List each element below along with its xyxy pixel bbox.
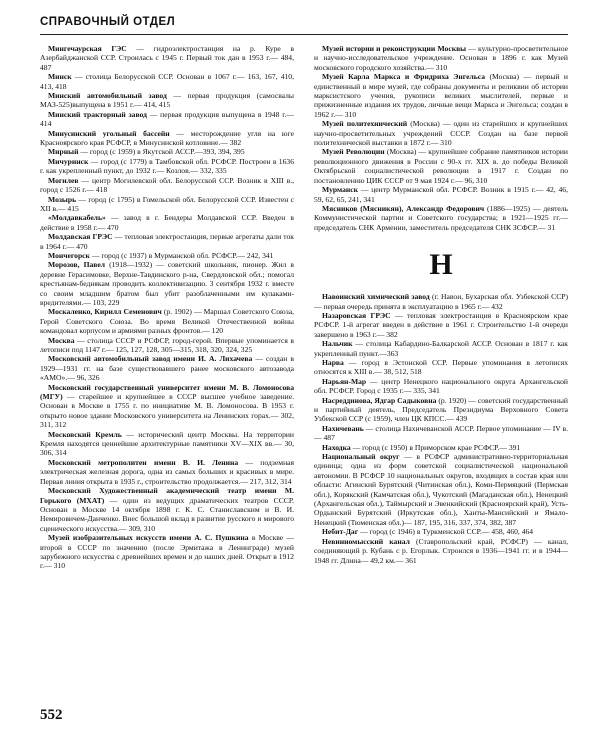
entry-term: Нахичевань <box>322 423 364 433</box>
entry-text: — создан в 1929—1931 гг. на базе существовавшего ранее московского автозавода «АМО».— 96, 326 <box>40 354 295 383</box>
entry-text: — старейшее и крупнейшее в СССР высшее учебное заведение. Основан в Москве в 1755 г. по инициативе М. В. Ломоносова. В 1953 г. открыто новое здание Московского университета на Ленинских горах.— 302, 311, 312 <box>40 392 294 430</box>
index-entry <box>314 119 568 147</box>
entry-term: Мозырь <box>48 194 77 204</box>
index-entry <box>40 213 294 232</box>
index-entry <box>40 91 294 110</box>
index-entry <box>40 147 294 156</box>
entry-term: Музей истории и реконструкции Москвы <box>322 44 467 53</box>
entry-text: — завод в г. Бендеры Молдавской ССР. Введен в действие в 1958 г.— 470 <box>40 213 294 232</box>
entry-text: — тепловая электростанция в Красноярском крае РСФСР. 1-й агрегат введен в действие в 1961 г. Строительство 1-й очереди завершено в 1963 г.— 382 <box>314 310 568 339</box>
entry-term: Минусинский угольный бассейн <box>48 128 170 138</box>
index-entry <box>40 486 294 533</box>
entry-term: Назаровская ГРЭС <box>322 310 391 320</box>
entry-term: Московский Кремль <box>48 429 122 439</box>
entry-text: — в РСФСР административно-территориальная единица; одна из форм советской социалистической национальной автономии. В РСФСР 10 национальных округов, входящих в состав края или области: Агинский Бурятский (Читинская обл.), Коми-Пермяцкий (Пермская обл.), Корякский (Камчатская обл.), Чукотский (Магаданская обл.), Ненецкий (Архангельская обл.), Таймырский и Эвенкийский (Красноярский край), Усть-Ордынский Бурятский (Иркутская обл.), Ханты-Мансийский и Ямало-Ненецкий (Тюменская обл.)— 187, 195, 316, 337, 374, 382, 387 <box>314 452 569 527</box>
index-entry <box>314 147 568 185</box>
entry-term: Минский тракторный завод <box>48 109 147 119</box>
entry-text: (Москва) — крупнейшее собрание памятников истории революционного движения в России с 90-х гг. XIX в. до победы Великой Октябрьской социалистической революции в 1917 г. Создан по постановлению ЦИК СССР от 9 мая 1924 г.— 96, 310 <box>314 147 569 185</box>
entry-text: — исторический центр Москвы. На территории Кремля находятся ценнейшие архитектурные памятники XV—XIX вв.— 30, 306, 314 <box>40 429 294 458</box>
index-entry <box>314 44 568 72</box>
entry-text: — город (с 1946) в Туркменской ССР.— 458, 460, 464 <box>358 527 534 537</box>
index-entry <box>314 292 568 311</box>
index-entry <box>314 185 568 204</box>
entry-term: Московский автомобильный завод имени И. А. Лихачева <box>48 354 253 364</box>
entry-term: Мясников (Мясникян), Александр Федорович <box>322 203 485 213</box>
entry-text: (р. 1902) — Маршал Советского Союза, Герой Советского Союза. Во время Великой Отечественной войны командовал корпусом и армиями разных фронтов.— 120 <box>40 307 294 336</box>
entry-text: — столица Нахичеванской АССР. Первое упоминание — IV в.— 487 <box>314 423 568 443</box>
entry-term: Музей изобразительных искусств имени А. С. Пушкина <box>48 533 249 543</box>
index-entry <box>40 354 294 382</box>
index-entry <box>314 424 568 443</box>
index-entry <box>314 204 568 232</box>
entry-text: — столица Белорусской ССР. Основан в 1067 г.— 163, 167, 410, 413, 418 <box>40 72 294 91</box>
index-entry <box>40 430 294 458</box>
entry-term: Находка <box>322 442 351 452</box>
entry-term: «Молдавкабель» <box>48 213 106 223</box>
left-column <box>40 44 294 571</box>
entry-term: Московский государственный университет имени М. В. Ломоносова (МГУ) <box>40 382 294 402</box>
entry-term: Мурманск <box>322 185 359 195</box>
entry-term: Нальчик <box>322 339 353 349</box>
index-entry <box>40 232 294 251</box>
entry-text: — культурно-просветительное и научно-исследовательское учреждение. Основан в 1896 г. как Музей московского городского хозяйства.— 310 <box>314 44 568 72</box>
entry-text: (Москва) — один из старейших и крупнейших научно-просветительных учреждений СССР. Создан на базе первой политехнической выставки в 1872 г.— 310 <box>314 119 568 148</box>
entry-text: — первая продукция выпущена в 1948 г.— 414 <box>40 109 294 129</box>
entry-term: Музей политехнический <box>322 119 408 129</box>
entry-text: — столица Кабардино-Балкарской АССР. Основан в 1817 г. как укрепленный пункт.—363 <box>314 339 568 358</box>
entry-text: — центр Могилевской обл. Белорусской ССР. Возник в XIII в., город с 1526 г.— 418 <box>40 175 294 195</box>
entry-term: Могилев <box>48 175 79 185</box>
entry-text: — город (с 1795) в Гомельской обл. Белорусской ССР. Известен с XII в.— 415 <box>40 194 294 213</box>
entry-text: (1918—1932) — советский школьник, пионер. Жил в деревне Герасимовке, Верхне-Тавдинского р-на, Свердловской обл.; помогал крестьянам-беднякам проводить коллективизацию. 3 сентября 1932 г. вместе со своим младшим братом был убит разоблаченными им кулаками-вредителями.— 103, 229 <box>40 260 294 307</box>
entry-term: Молдавская ГРЭС <box>48 232 113 242</box>
entry-text: (г. Навои, Бухарская обл. Узбекской ССР) — первая очередь принята в эксплуатацию в 1965 г.— 432 <box>314 292 569 311</box>
entry-term: Мирный <box>48 147 79 157</box>
index-entry <box>40 458 294 486</box>
entry-text: в Москве — второй в СССР по значению (после Эрмитажа в Ленинграде) музей зарубежного искусства с древнейших времен и до наших дней. Открыт в 1912 г.— 310 <box>40 533 294 571</box>
right-column-entries-m <box>314 44 568 232</box>
right-column <box>314 44 568 565</box>
page-number: 552 <box>40 707 63 723</box>
entry-term: Нарва <box>322 357 344 367</box>
entry-term: Минск <box>48 72 72 82</box>
entry-text: — город (с 1937) в Мурманской обл. РСФСР.— 242, 341 <box>89 250 274 260</box>
right-column-entries-n <box>314 292 568 565</box>
page-header: СПРАВОЧНЫЙ ОТДЕЛ <box>40 16 176 28</box>
index-entry <box>314 72 568 119</box>
entry-term: Московский метрополитен имени В. И. Ленина <box>48 457 239 467</box>
index-entry <box>314 311 568 339</box>
entry-text: — гидроэлектростанция на р. Куре в Азербайджанской ССР. Строилась с 1945 г. Первый ток дан в 1953 г.— 484, 487 <box>40 44 294 72</box>
entry-text: — город (с 1959) в Якутской АССР.—393, 394, 395 <box>78 147 245 157</box>
index-entry <box>314 537 568 565</box>
entry-term: Минский автомобильный завод <box>48 91 167 101</box>
entry-term: Национальный округ <box>322 452 400 462</box>
entry-text: — столица СССР и РСФСР, город-герой. Впервые упоминается в летописи под 1147 г.— 125, 127, 128, 305—315, 318, 320, 324, 325 <box>40 335 294 354</box>
entry-text: (р. 1920) — советский государственный и партийный деятель, Председатель Президиума Верховного Совета Узбекской ССР (с 1959), член ЦК КПСС.— 439 <box>314 395 568 424</box>
entry-text: — город в Эстонской ССР. Первые упоминания в летописях относятся к XIII в.— 38, 512, 518 <box>314 357 568 377</box>
entry-text: (1886—1925) — деятель Коммунистической партии и Советского государства; в 1921—1925 гг.— председатель СНК Армении, заместитель председателя СНК ЗСФСР.— 31 <box>314 203 569 232</box>
index-entry <box>40 336 294 355</box>
index-entry <box>40 157 294 176</box>
section-letter: Н <box>429 248 453 282</box>
index-entry <box>40 260 294 307</box>
entry-term: Морозов, Павел <box>48 260 106 270</box>
entry-text: — месторождение угля на юге Красноярского края РСФСР, в Минусинской котловине.— 382 <box>40 128 294 148</box>
entry-term: Небит-Даг <box>322 527 359 537</box>
index-entry <box>40 533 294 571</box>
entry-term: Москва <box>48 335 75 345</box>
entry-term: Мичуринск <box>48 156 89 166</box>
entry-term: Насреддинова, Ядгар Садыковна <box>322 395 437 405</box>
entry-text: (Ставропольский край, РСФСР) — канал, соединяющий р. Кубань с р. Егорлык. Строился в 1936—1941 гг. и в 1944—1948 гг. Длина— 49,2 км.— 361 <box>314 536 568 565</box>
index-entry <box>40 383 294 430</box>
index-entry <box>314 358 568 377</box>
index-entry <box>40 129 294 148</box>
entry-text: — центр Мурманской обл. РСФСР. Возник в 1915 г.— 42, 46, 59, 62, 65, 241, 341 <box>314 185 568 204</box>
index-entry <box>40 251 294 260</box>
entry-text: — город (с 1779) в Тамбовской обл. РСФСР. Построен в 1636 г. как укрепленный пункт, до 1932 г.— Козлов.— 332, 335 <box>40 156 294 176</box>
index-entry <box>314 339 568 358</box>
entry-term: Навоинский химический завод <box>322 292 430 302</box>
index-entry <box>314 396 568 424</box>
index-entry <box>40 176 294 195</box>
entry-term: Музей Карла Маркса и Фридриха Энгельса <box>322 72 486 82</box>
entry-text: — центр Ненецкого национального округа Архангельской обл. РСФСР. Город с 1935 г.— 335, 341 <box>314 376 568 396</box>
index-entry <box>40 307 294 335</box>
entry-text: — первая продукция (самосвалы МАЗ-525)выпущена в 1951 г.— 414, 415 <box>40 91 295 110</box>
entry-term: Москаленко, Кирилл Семенович <box>48 307 162 317</box>
entry-term: Московский Художественный академический театр имени М. Горького (МХАТ) <box>40 486 294 505</box>
index-entry <box>40 72 294 91</box>
index-entry <box>314 377 568 396</box>
index-entry <box>314 443 568 452</box>
entry-text: — город (с 1950) в Приморском крае РСФСР.— 391 <box>350 442 521 452</box>
index-entry <box>314 452 568 527</box>
entry-term: Мончегорск <box>48 250 90 260</box>
index-entry <box>40 195 294 214</box>
entry-term: Невинномысский канал <box>322 536 410 546</box>
index-entry <box>314 527 568 536</box>
header-divider <box>40 34 568 35</box>
entry-text: — подземная электрическая железная дорога, одна из самых больших и красивых в мире. Первая линия открыта в 1935 г., строительство продолжается.— 217, 312, 314 <box>40 457 294 486</box>
entry-text: — один из ведущих драматических театров СССР. Основан в Москве 14 октября 1898 г. К. С. Станиславским и В. И. Немировичем-Данченко. Внес большой вклад в развитие русского и мирового сценического искусства.— 309, 310 <box>40 495 294 533</box>
index-entry <box>40 110 294 129</box>
entry-text: (Москва) — первый и единственный в мире музей, где собраны документы и реликвии об истории марксистского учения, рукописи великих мыслителей, первые и прижизненные издания их трудов, личные вещи Маркса и Энгельса; создан в 1962 г.— 310 <box>314 72 568 119</box>
index-entry <box>40 44 294 72</box>
entry-text: — тепловая электростанция, первые агрегаты дали ток в 1964 г.— 470 <box>40 232 294 251</box>
entry-term: Нарьян-Мар <box>322 376 367 386</box>
entry-term: Музей Революции <box>322 147 385 157</box>
entry-term: Мингечаурская ГЭС <box>48 44 127 53</box>
